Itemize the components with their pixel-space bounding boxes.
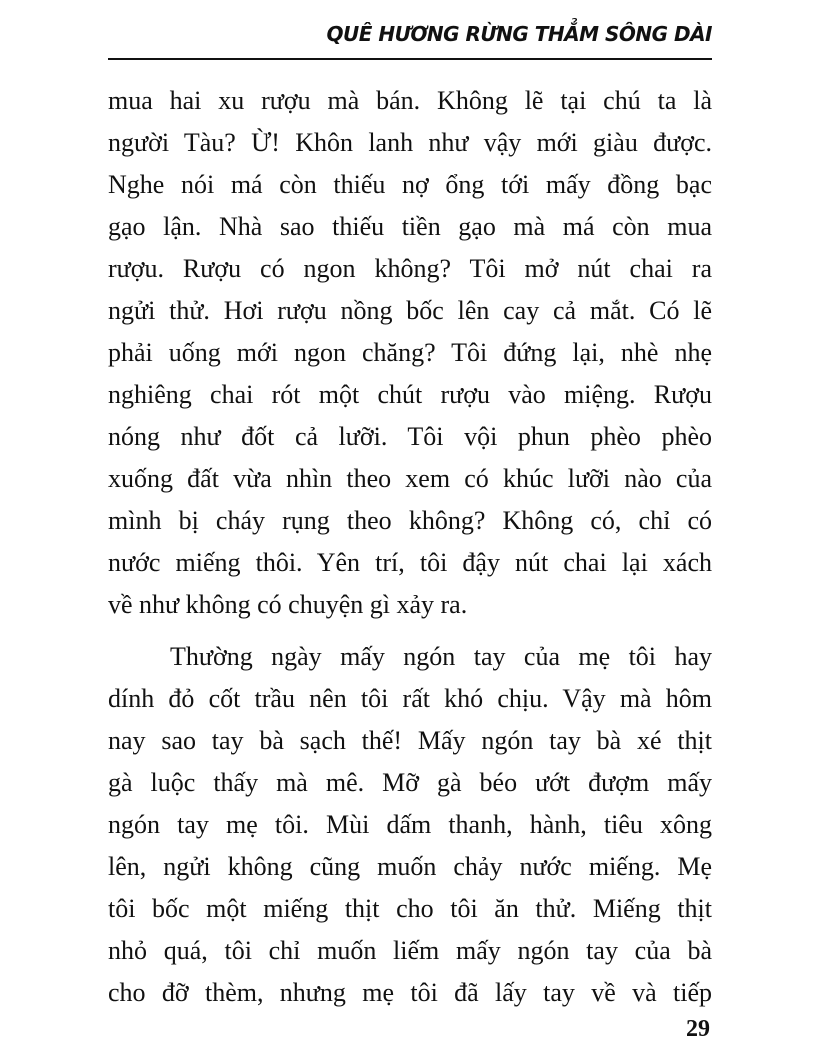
- paragraph-1: [108, 80, 712, 626]
- text-line: dính đỏ cốt trầu nên tôi rất khó chịu. Vậy mà hôm: [108, 684, 712, 713]
- paragraph-gap: [108, 626, 712, 636]
- paragraph-2: [108, 636, 712, 1014]
- text-line: nhỏ quá, tôi chỉ muốn liếm mấy ngón tay của bà: [108, 936, 712, 965]
- text-line: nay sao tay bà sạch thế! Mấy ngón tay bà xé thịt: [108, 726, 712, 755]
- text-line: rượu. Rượu có ngon không? Tôi mở nút chai ra: [108, 254, 712, 283]
- text-line: ngón tay mẹ tôi. Mùi dấm thanh, hành, tiêu xông: [108, 810, 712, 839]
- text-line: Nghe nói má còn thiếu nợ ổng tới mấy đồng bạc: [108, 170, 712, 199]
- text-line: Thường ngày mấy ngón tay của mẹ tôi hay: [170, 642, 712, 671]
- text-line: gà luộc thấy mà mê. Mỡ gà béo ướt đượm mấy: [108, 768, 712, 797]
- text-line: cho đỡ thèm, nhưng mẹ tôi đã lấy tay về và tiếp: [108, 978, 712, 1007]
- header-rule: [108, 58, 712, 60]
- body-text: [108, 80, 712, 1014]
- text-line: nước miếng thôi. Yên trí, tôi đậy nút chai lại xách: [108, 548, 712, 577]
- text-line: nghiêng chai rót một chút rượu vào miệng. Rượu: [108, 380, 712, 409]
- text-line: xuống đất vừa nhìn theo xem có khúc lưỡi nào của: [108, 464, 712, 493]
- text-line: gạo lận. Nhà sao thiếu tiền gạo mà má còn mua: [108, 212, 712, 241]
- text-line: về như không có chuyện gì xảy ra.: [108, 590, 468, 619]
- text-line: ngửi thử. Hơi rượu nồng bốc lên cay cả mắt. Có lẽ: [108, 296, 712, 325]
- text-line: phải uống mới ngon chăng? Tôi đứng lại, nhè nhẹ: [108, 338, 712, 367]
- text-line: người Tàu? Ừ! Khôn lanh như vậy mới giàu được.: [108, 128, 712, 157]
- text-line: mua hai xu rượu mà bán. Không lẽ tại chú ta là: [108, 86, 712, 115]
- text-line: nóng như đốt cả lưỡi. Tôi vội phun phèo phèo: [108, 422, 712, 451]
- page-number: 29: [686, 1016, 710, 1042]
- text-line: tôi bốc một miếng thịt cho tôi ăn thử. Miếng thịt: [108, 894, 712, 923]
- running-header-title: QUÊ HƯƠNG RỪNG THẲM SÔNG DÀI: [326, 22, 712, 46]
- text-line: mình bị cháy rụng theo không? Không có, chỉ có: [108, 506, 712, 535]
- text-line: lên, ngửi không cũng muốn chảy nước miếng. Mẹ: [108, 852, 712, 881]
